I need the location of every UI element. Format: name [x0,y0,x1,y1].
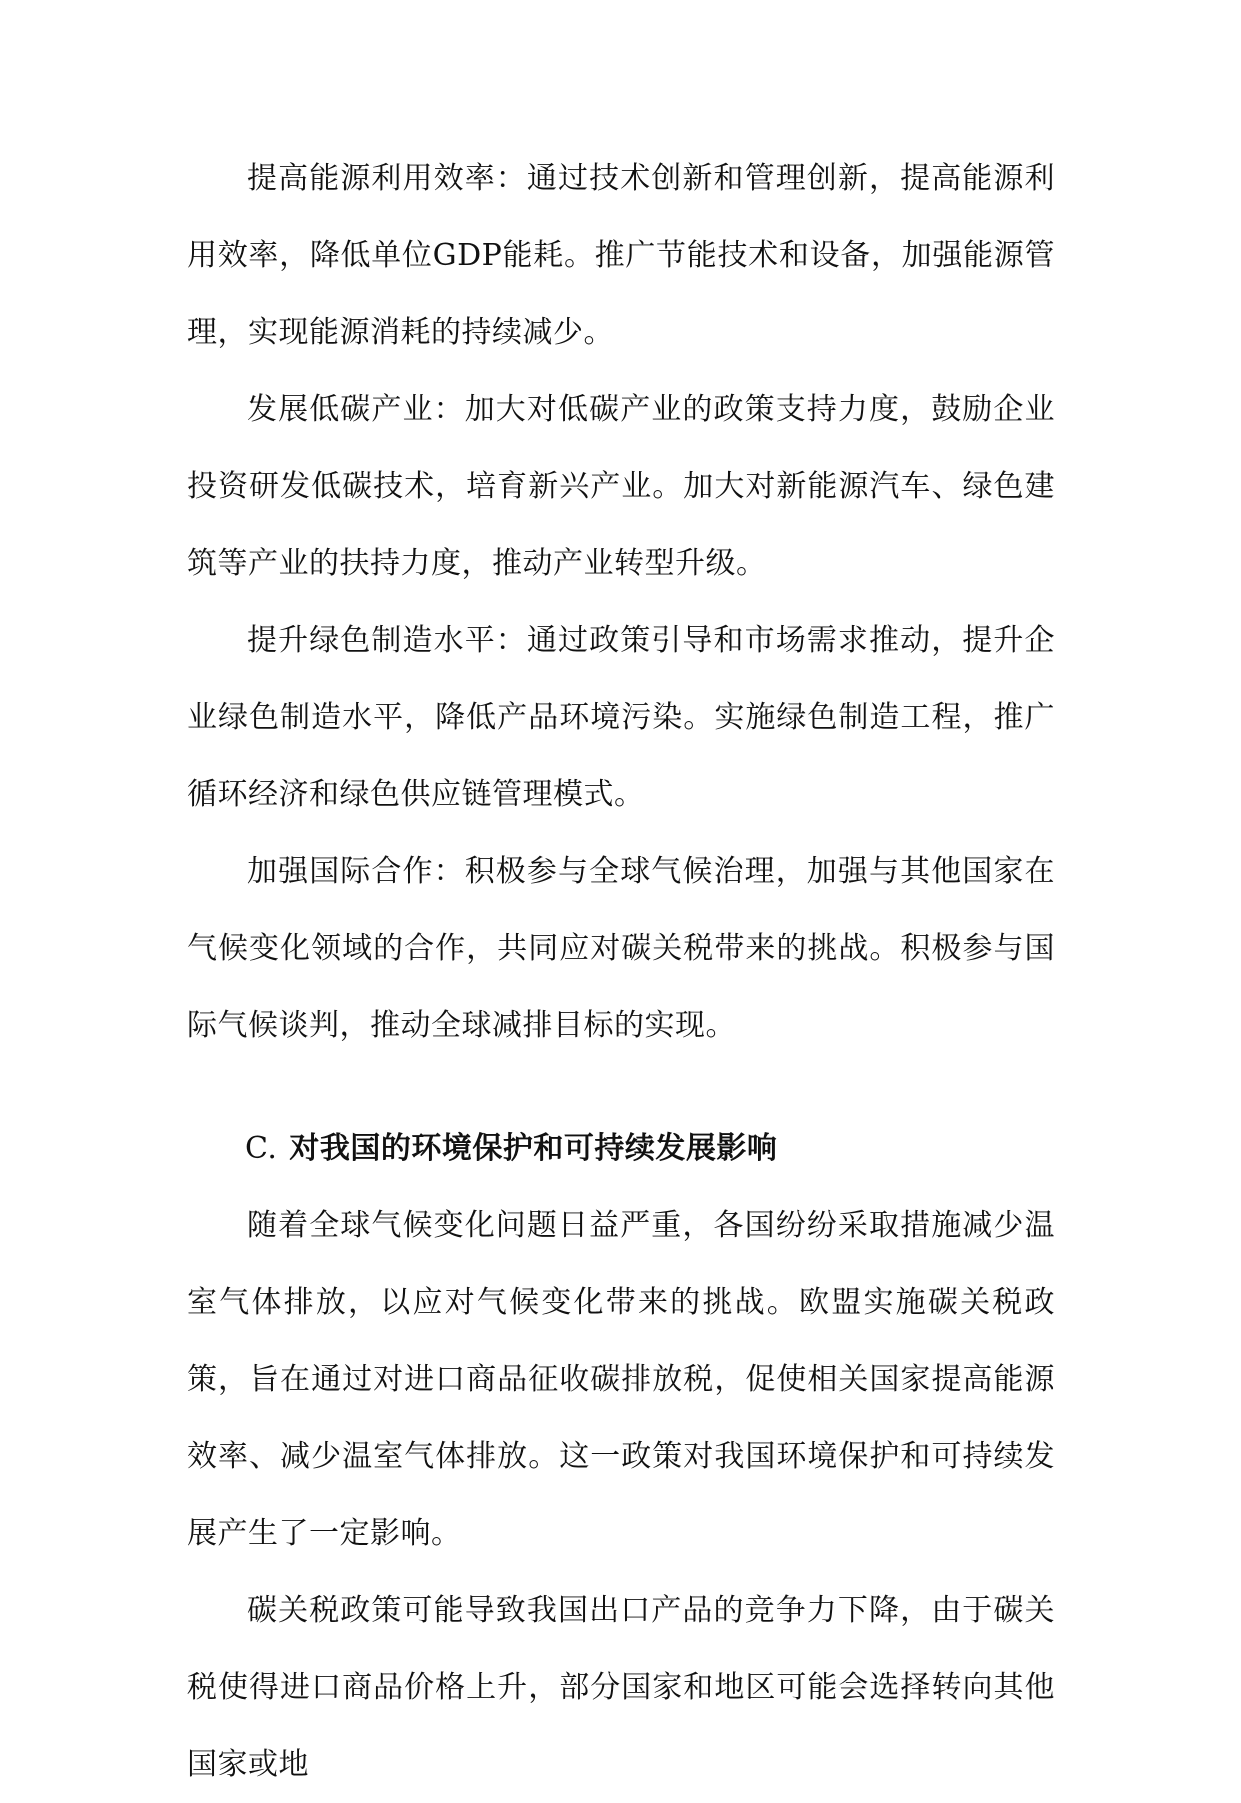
section-heading [187,1110,1055,1187]
paragraph-energy-efficiency: 提高能源利用效率：通过技术创新和管理创新，提高能源利用效率，降低单位GDP能耗。推广节能技术和设备，加强能源管理，实现能源消耗的持续减少。 [187,161,1055,350]
document-body [187,140,1055,1803]
paragraph-low-carbon-industry: 发展低碳产业：加大对低碳产业的政策支持力度，鼓励企业投资研发低碳技术，培育新兴产业。加大对新能源汽车、绿色建筑等产业的扶持力度，推动产业转型升级。 [187,392,1055,581]
paragraph-international-cooperation: 加强国际合作：积极参与全球气候治理，加强与其他国家在气候变化领域的合作，共同应对碳关税带来的挑战。积极参与国际气候谈判，推动全球减排目标的实现。 [187,854,1055,1043]
paragraph-green-manufacturing: 提升绿色制造水平：通过政策引导和市场需求推动，提升企业绿色制造水平，降低产品环境污染。实施绿色制造工程，推广循环经济和绿色供应链管理模式。 [187,623,1055,812]
section-number: C. [245,1131,278,1166]
section-title: 对我国的环境保护和可持续发展影响 [289,1131,778,1166]
paragraph-carbon-tariff-impact: 碳关税政策可能导致我国出口产品的竞争力下降，由于碳关税使得进口商品价格上升，部分国家和地区可能会选择转向其他国家或地 [187,1593,1055,1782]
paragraph-climate-background: 随着全球气候变化问题日益严重，各国纷纷采取措施减少温室气体排放，以应对气候变化带来的挑战。欧盟实施碳关税政策，旨在通过对进口商品征收碳排放税，促使相关国家提高能源效率、减少温室气体排放。这一政策对我国环境保护和可持续发展产生了一定影响。 [187,1208,1055,1551]
